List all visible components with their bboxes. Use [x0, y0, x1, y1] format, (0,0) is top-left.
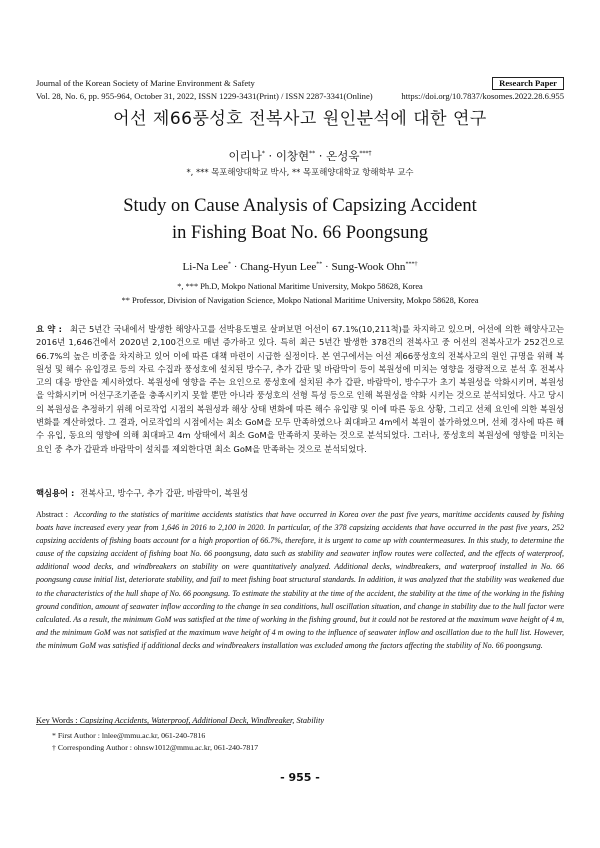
english-abstract-label: Abstract :	[36, 510, 68, 519]
english-affiliation-line-1: *, *** Ph.D, Mokpo National Maritime University, Mokpo 58628, Korea	[177, 282, 423, 291]
korean-author-3: 온성욱	[326, 149, 360, 163]
korean-abstract-label: 요 약 :	[36, 324, 62, 334]
english-title	[0, 193, 600, 247]
korean-affiliation: *, *** 목포해양대학교 박사, ** 목포해양대학교 항해학부 교수	[186, 167, 414, 177]
english-affiliation-line-2: ** Professor, Division of Navigation Science, Mokpo National Maritime University, Mokpo 58628, Korea	[121, 296, 479, 305]
english-keywords-label: Key Words :	[36, 716, 78, 725]
korean-abstract-text: 최근 5년간 국내에서 발생한 해양사고를 선박용도별로 살펴보면 어선이 67.1%(10,211척)를 차지하고 있으며, 어선에 의한 해양사고는 2016년 1,646건에서 2020년 2,100건으로 매년 증가하고 있다. 특히 최근 5년간 발생한 378건의 전복사고 중 어선의 전복사고가 252건으로 66.7%의 높은 비중을 차지하고 있어 이에 따른 대책 마련이 시급한 실정이다. 본 연구에서는 어선 제66풍성호의 전복사고의 원인 규명을 위해 복원성 및 해수 유입경로 등의 자료 수집과 풍성호에 설치된 방수구, 추가 갑판 및 바람막이 등이 복원성에 미치는 영향을 정량적으로 분석 후 전복사고의 대응 방안을 제시하였다. 복원성에 영향을 주는 요인으로 풍성호에 설치된 추가 갑판, 바람막이, 방수구가 초기 복원성을 악화시키며, 복원성을 악화시키며 어선구조기준을 충족시키지 못할 뿐만 아니라 풍성호의 선형 특성 등으로 인해 복원성을 약화 시키는 것으로 분석되었다. 사고 당시의 복원성을 추정하기 위해 어로작업 시점의 복원성과 해상 상태 변화에 따른 해수 유입량 및 이에 따른 동요 상황, 그리고 선체 요인에 의한 복원성 변화를 계산하였다. 그 결과, 어로작업의 시점에서는 최소 GoM을 모두 만족하였으나 최대파고 4m에서 복원이 불가하였으며, 선체 경사에 따른 해수 유입, 동요의 영향에 의해 최대파고 4m 상태에서 최소 GoM을 만족하지 못하는 것으로 분석되었다. 그러나, 풍성호의 복원성에 영향을 미치는 요인 중 추가 갑판과 바람막이 설치를 제외한다면 최소 GoM을 만족하는 것으로 분석되었다.	[36, 324, 564, 454]
english-authors: Li-Na Lee* · Chang-Hyun Lee** · Sung-Wook Ohn***†	[182, 261, 418, 273]
english-title-line-2: in Fishing Boat No. 66 Poongsung	[172, 223, 428, 243]
article-type-box	[492, 77, 564, 90]
english-title-line-1: Study on Cause Analysis of Capsizing Accident	[123, 196, 477, 216]
doi-link[interactable]: https://doi.org/10.7837/kosomes.2022.28.6.955	[401, 91, 564, 101]
first-author-footnote: * First Author : lnlee@mmu.ac.kr, 061-240-7816	[52, 731, 206, 740]
korean-authors: 이리나* · 이창현** · 온성욱***†	[228, 149, 372, 163]
journal-name: Journal of the Korean Society of Marine Environment & Safety	[36, 78, 255, 88]
page-number: - 955 -	[280, 771, 320, 784]
research-paper-badge: Research Paper	[492, 77, 564, 90]
english-abstract	[36, 508, 564, 652]
corresponding-author-footnote: † Corresponding Author : ohnsw1012@mmu.ac.kr, 061-240-7817	[52, 743, 259, 752]
english-abstract-text: According to the statistics of maritime accidents statistics that have occurred in Korea over the past five years, maritime accidents caused by fishing boats have increased every year from 1,646 in 2016 to 2,100 in 2020. In particular, of the 378 capsizing accidents that have occurred in the past five years, 252 capsizing accidents of fishing boats account for a high proportion of 66.7%, therefore, it is urgent to come up with countermeasures. In this study, to determine the cause of the capsizing accident of fishing boat No. 66 poongsung, data such as stability and seawater inflow routes were collected, and the effects of waterproof, additional wood decks, and windbreakers on stability on were quantitatively analyzed. Additional decks, windbreakers, and waterproof installed in No. 66 poongsung cause initial list, deteriorate stability, and fail to meet fishing boat structural standards. In addition, it was analyzed that the stability was weakened due to the characteristics of the hull shape of No. 66 poongsung. To estimate the stability at the time of the accident, the stability at the time of the working in the fishing ground condition, amount of seawater inflow according to the change in sea conditions, hull oscillation situation, and change in stability due to the hull factor were calculated. As a result, the minimum GoM was satisfied at the time of working in the fishing ground, but it could not be restored at the maximum wave height of 4 m, and the minimum GoM was not satisfied at the maximum wave height of 4 m owing to the influence of seawater inflow and oscillation due to the hull list. However, the minimum GoM was satisfied if additional decks and windbreakers installation was excluded among the factors affecting the stability of No. 66 poongsung.	[36, 510, 565, 650]
korean-author-2: 이창현	[275, 149, 310, 163]
korean-author-1: 이리나	[228, 149, 262, 163]
footnote-divider	[36, 724, 291, 725]
journal-header	[36, 77, 373, 103]
journal-citation: Vol. 28, No. 6, pp. 955-964, October 31, 2022, ISSN 1229-3431(Print) / ISSN 2287-3341(Online)	[36, 91, 373, 101]
english-author-2: Chang-Hyun Lee	[240, 261, 317, 273]
footnotes	[52, 730, 258, 754]
english-author-1: Li-Na Lee	[182, 261, 229, 273]
korean-keywords-text: 전복사고, 방수구, 추가 갑판, 바람막이, 복원성	[80, 488, 249, 498]
korean-abstract	[36, 323, 564, 456]
korean-title: 어선 제66풍성호 전복사고 원인분석에 대한 연구	[113, 109, 487, 129]
english-affiliation	[0, 280, 600, 308]
korean-keywords-label: 핵심용어 :	[36, 488, 75, 498]
english-keywords-text: Capsizing Accidents, Waterproof, Additional Deck, Windbreaker, Stability	[79, 716, 325, 725]
korean-keywords	[36, 487, 248, 499]
english-author-3: Sung-Wook Ohn	[331, 261, 406, 273]
